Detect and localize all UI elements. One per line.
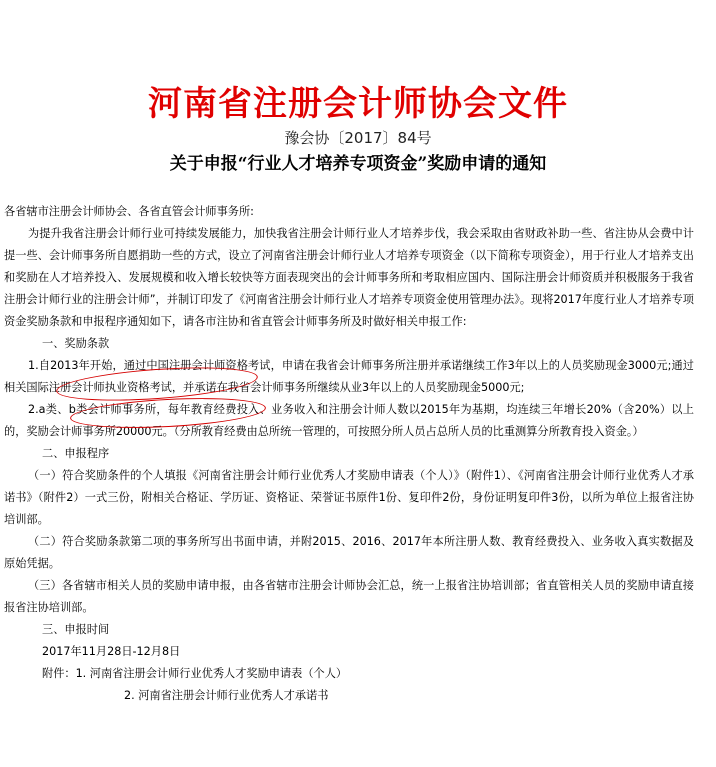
reward-item-2: 2.a类、b类会计师事务所，每年教育经费投入、业务收入和注册会计师人数以2015年为基期，均连续三年增长20%（含20%）以上的，奖励会计师事务所20000元。（分所教育经费由总所统一管理的，可按照分所人员占总所人员的比重测算分所教育投入资金。） (4, 403, 694, 438)
application-date-range: 2017年11月28日-12月8日 (42, 645, 181, 658)
section-1-title: 一、奖励条款 (42, 337, 110, 350)
document-title: 关于申报“行业人才培养专项资金”奖励申请的通知 (169, 154, 547, 174)
attachment-2: 2. 河南省注册会计师行业优秀人才承诺书 (124, 689, 329, 702)
procedure-1: （一）符合奖励条件的个人填报《河南省注册会计师行业优秀人才奖励申请表（个人）》（附件1）、《河南省注册会计师行业优秀人才承诺书》（附件2）一式三份，附相关合格证、学历证、资格证、荣誉证书原件1份、复印件2份，身份证明复印件3份，以所为单位上报省注协培训部。 (4, 469, 694, 526)
section-2-title: 二、申报程序 (42, 447, 110, 460)
procedure-3: （三）各省辖市相关人员的奖励申请申报，由各省辖市注册会计师协会汇总，统一上报省注协培训部；省直管相关人员的奖励申请直接报省注协培训部。 (4, 579, 694, 614)
procedure-2: （二）符合奖励条款第二项的事务所写出书面申请，并附2015、2016、2017年本所注册人数、教育经费投入、业务收入真实数据及原始凭据。 (4, 535, 694, 570)
document-banner: 河南省注册会计师协会文件 (148, 84, 568, 124)
attachment-1: 附件：1. 河南省注册会计师行业优秀人才奖励申请表（个人） (42, 667, 348, 680)
document-number: 豫会协〔2017〕84号 (284, 129, 432, 147)
reward-item-1: 1.自2013年开始，通过中国注册会计师资格考试，申请在我省会计师事务所注册并承诺继续工作3年以上的人员奖励现金3000元;通过相关国际注册会计师执业资格考试，并承诺在我省会计师事务所继续从业3年以上的人员奖励现金5000元; (4, 359, 694, 394)
document-body (4, 201, 694, 707)
salutation: 各省辖市注册会计师协会、各省直管会计师事务所: (4, 205, 254, 218)
intro-paragraph: 为提升我省注册会计师行业可持续发展能力，加快我省注册会计师行业人才培养步伐，我会采取由省财政补助一些、省注协从会费中计提一些、会计师事务所自愿捐助一些的方式，设立了河南省注册会计师行业人才培养专项资金（以下简称专项资金），用于行业人才培养支出和奖励在人才培养投入、发展规模和收入增长较快等方面表现突出的会计师事务所和考取相应国内、国际注册会计师资质并积极服务于我省注册会计师行业的注册会计师”，并制订印发了《河南省注册会计师行业人才培养专项资金使用管理办法》。现将2017年度行业人才培养专项资金奖励条款和申报程序通知如下，请各市注协和省直管会计师事务所及时做好相关申报工作: (4, 227, 694, 328)
section-3-title: 三、申报时间 (42, 623, 110, 636)
